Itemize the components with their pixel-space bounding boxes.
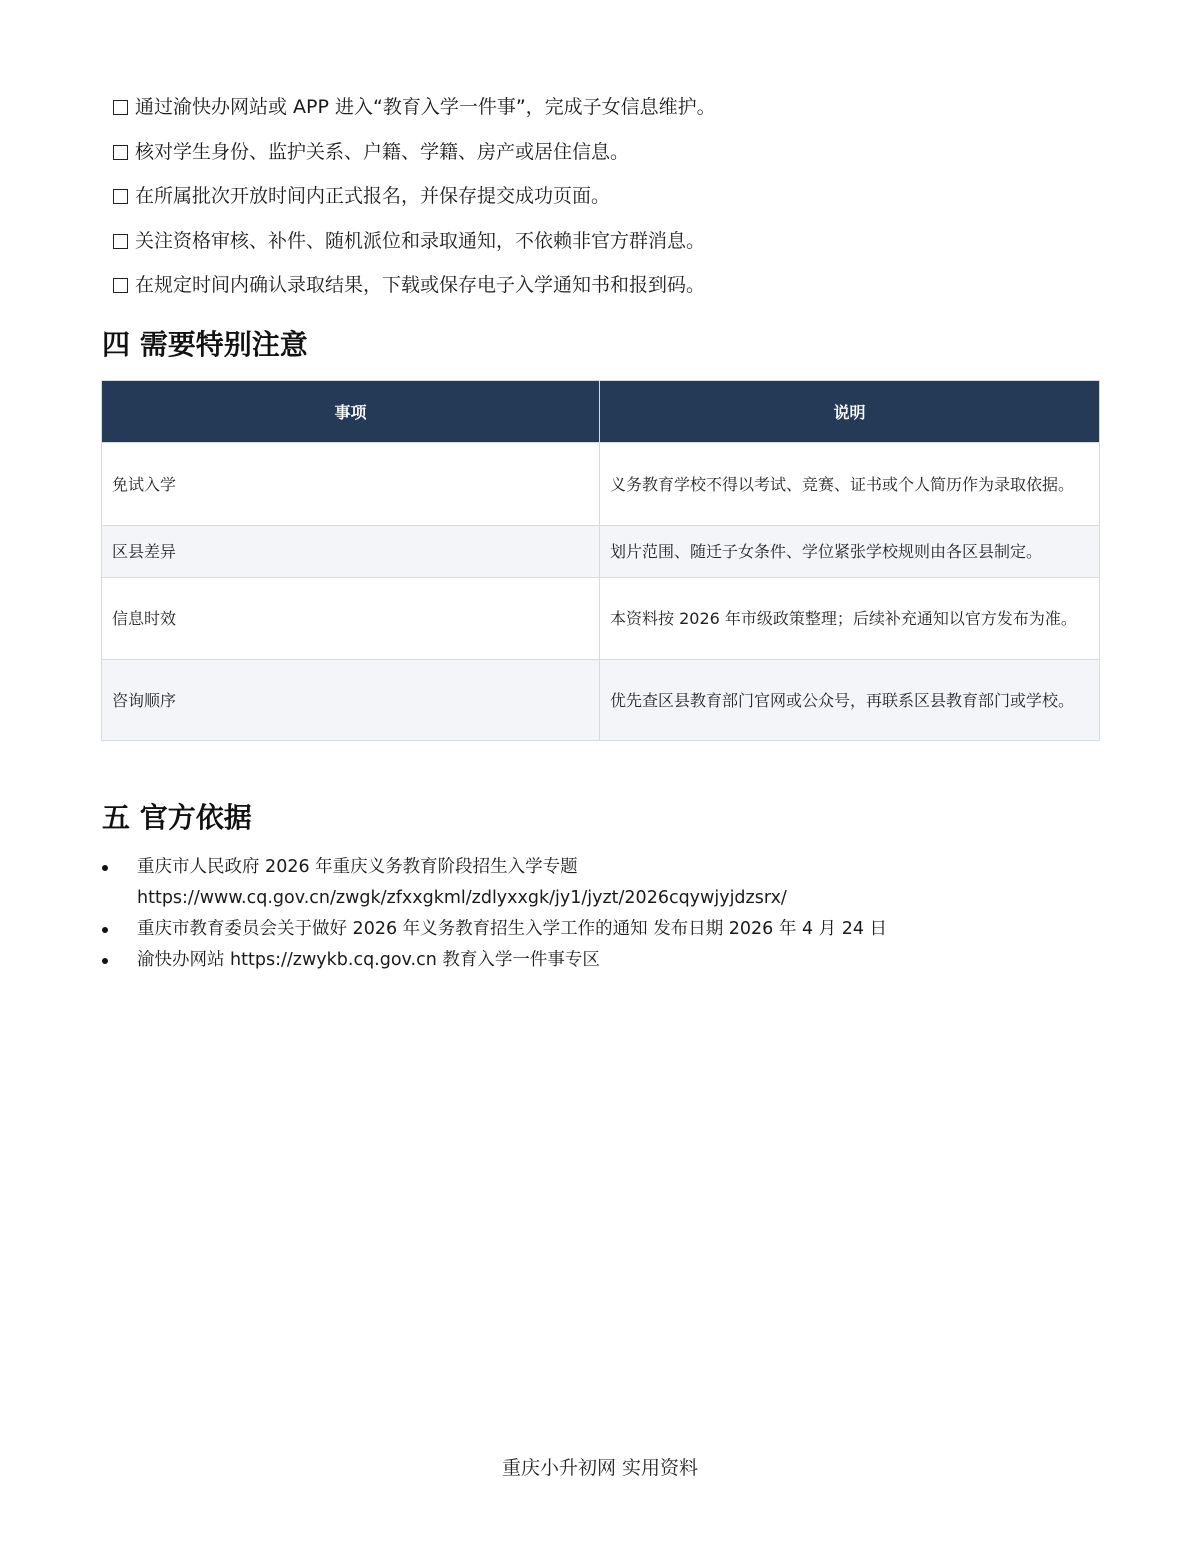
- checkbox-icon[interactable]: [113, 189, 128, 204]
- notice-table: [101, 380, 1100, 741]
- reference-text[interactable]: 渝快办网站 https://zwykb.cq.gov.cn 教育入学一件事专区: [137, 950, 600, 970]
- checkbox-icon[interactable]: [113, 145, 128, 160]
- list-item: [102, 945, 1102, 976]
- list-item: [102, 914, 1102, 945]
- checkbox-icon[interactable]: [113, 100, 128, 115]
- checklist-item-text: 在所属批次开放时间内正式报名，并保存提交成功页面。: [135, 185, 611, 207]
- table-cell-item: 区县差异: [102, 526, 600, 578]
- checklist-item-text: 关注资格审核、补件、随机派位和录取通知，不依赖非官方群消息。: [135, 229, 706, 252]
- section-title-official-basis: 五 官方依据: [102, 801, 252, 834]
- table-cell-item: 咨询顺序: [102, 660, 600, 741]
- checklist-item-text: 通过渝快办网站或 APP 进入“教育入学一件事”，完成子女信息维护。: [135, 96, 716, 118]
- table-row: [102, 660, 1100, 741]
- table-cell-description: 优先查区县教育部门官网或公众号，再联系区县教育部门或学校。: [600, 660, 1100, 741]
- table-row: [102, 578, 1100, 660]
- column-header-description: 说明: [600, 381, 1100, 443]
- table-cell-item: 免试入学: [102, 443, 600, 526]
- checklist: [113, 92, 1113, 315]
- reference-list: [102, 852, 1102, 976]
- bullet-icon: [102, 927, 108, 933]
- reference-text: 重庆市教育委员会关于做好 2026 年义务教育招生入学工作的通知 发布日期 2026 年 4 月 24 日: [137, 919, 888, 939]
- table-cell-description: 本资料按 2026 年市级政策整理；后续补充通知以官方发布为准。: [600, 578, 1100, 660]
- list-item: [102, 852, 1102, 914]
- section-title-notice: 四 需要特别注意: [102, 328, 308, 361]
- checklist-item: [113, 92, 1113, 137]
- checklist-item: [113, 226, 1113, 271]
- table-cell-description: 义务教育学校不得以考试、竞赛、证书或个人简历作为录取依据。: [600, 443, 1100, 526]
- checkbox-icon[interactable]: [113, 234, 128, 249]
- table-row: [102, 443, 1100, 526]
- bullet-icon: [102, 958, 108, 964]
- table-cell-item: 信息时效: [102, 578, 600, 660]
- checkbox-icon[interactable]: [113, 278, 128, 293]
- checklist-item: [113, 137, 1113, 182]
- checklist-item: [113, 270, 1113, 315]
- table-row: [102, 526, 1100, 578]
- checklist-item: [113, 181, 1113, 226]
- reference-link[interactable]: https://www.cq.gov.cn/zwgk/zfxxgkml/zdlyxxgk/jy1/jyzt/2026cqywjyjdzsrx/: [137, 888, 787, 908]
- page-footer: 重庆小升初网 实用资料: [501, 1457, 699, 1479]
- checklist-item-text: 核对学生身份、监护关系、户籍、学籍、房产或居住信息。: [135, 140, 630, 163]
- table-cell-description: 划片范围、随迁子女条件、学位紧张学校规则由各区县制定。: [600, 526, 1100, 578]
- checklist-item-text: 在规定时间内确认录取结果，下载或保存电子入学通知书和报到码。: [135, 274, 706, 296]
- column-header-item: 事项: [102, 381, 600, 443]
- table-header-row: [102, 381, 1100, 443]
- reference-text: 重庆市人民政府 2026 年重庆义务教育阶段招生入学专题: [137, 857, 578, 877]
- bullet-icon: [102, 865, 108, 871]
